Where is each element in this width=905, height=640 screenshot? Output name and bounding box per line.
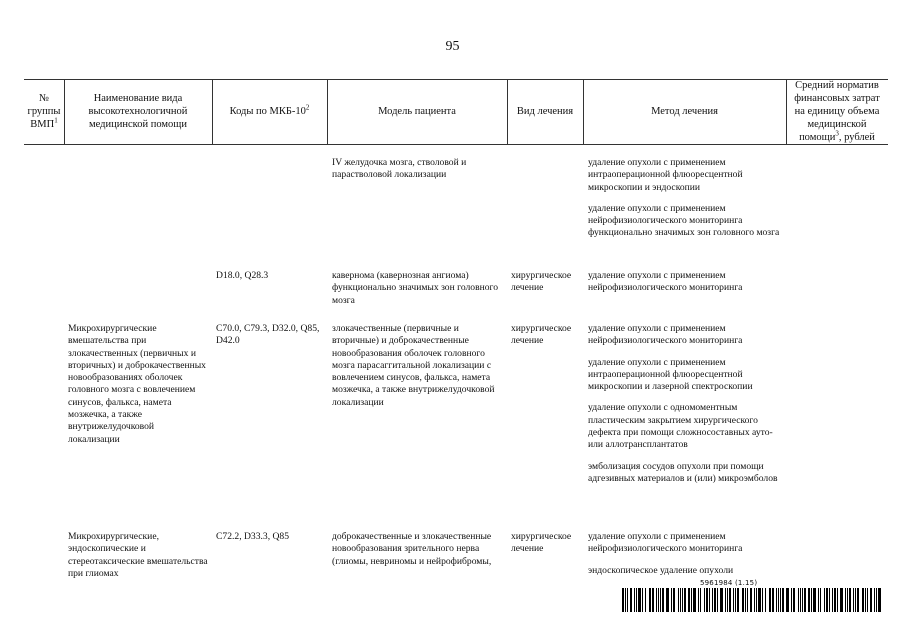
method-item: удаление опухоли с одномоментным пластическим закрытием хирургического дефекта при помощи сложносоставных ауто- или аллотрансплантатов: [588, 402, 773, 451]
header-treatment-type-text: Вид лечения: [516, 106, 574, 117]
method-item: эмболизация сосудов опухоли при помощи адгезивных материалов и (или) микроэмболов: [588, 460, 778, 484]
header-codes-footnote: 2: [305, 103, 310, 112]
method-item: удаление опухоли с применением нейрофизиологического мониторинга функционально значимых зон головного мозга: [588, 202, 780, 239]
row-4-model: доброкачественные и злокачественные новообразования зрительного нерва (глиомы, невриномы и нейрофибромы,: [332, 531, 492, 567]
row-3-methods: [588, 323, 783, 494]
method-item: эндоскопическое удаление опухоли: [588, 564, 734, 576]
row-1-model: IV желудочка мозга, стволовой и парастволовой локализации: [332, 157, 467, 181]
row-2-methods: [588, 270, 783, 304]
header-cost-unit: , рублей: [838, 132, 875, 143]
row-2-codes: D18.0, Q28.3: [216, 270, 269, 281]
row-4-methods: [588, 531, 783, 586]
row-2-treatment: хирургическое лечение: [511, 270, 572, 294]
header-method: [583, 79, 786, 144]
header-group-no-footnote: 1: [54, 116, 58, 125]
row-3-treatment: хирургическое лечение: [511, 323, 572, 347]
header-type-name-text: Наименование вида высокотехнологичной медицинской помощи: [88, 93, 188, 130]
header-bottom-border: [24, 144, 888, 145]
header-cost-footnote: 3: [835, 129, 839, 138]
row-2-model: кавернома (кавернозная ангиома) функционально значимых зон головного мозга: [332, 270, 499, 306]
method-item: удаление опухоли с применением нейрофизиологического мониторинга: [588, 323, 743, 347]
col-divider-1: [64, 79, 65, 144]
header-method-text: Метод лечения: [651, 106, 718, 117]
row-3-name: Микрохирургические вмешательства при злокачественных (первичных и вторичных) и доброкачественных новообразованиях оболочек головного мозга с вовлечением синусов, фалькса, намета мозжечка, а также внутрижелудочковой локализации: [68, 323, 206, 445]
row-4-codes: C72.2, D33.3, Q85: [216, 531, 290, 542]
header-group-no-text: № группы ВМП: [27, 93, 61, 130]
header-codes-text: Коды по МКБ-10: [229, 106, 306, 117]
row-4-name: Микрохирургические, эндоскопические и стереотаксические вмешательства при глиомах: [68, 531, 208, 579]
method-item: удаление опухоли с применением интраоперационной флюоресцентной микроскопии и лазерной спектроскопии: [588, 356, 753, 393]
header-type-name: [72, 79, 204, 144]
col-divider-6: [786, 79, 787, 144]
row-3-model: злокачественные (первичные и вторичные) и доброкачественные новообразования оболочек головного мозга парасаггитальной локализации с вовлечением синусов, фалькса, намета мозжечка, а также внутрижелудочковой локализации: [332, 323, 495, 408]
row-4-treatment: хирургическое лечение: [511, 531, 572, 555]
row-3-codes: C70.0, C79.3, D32.0, Q85, D42.0: [216, 323, 320, 347]
header-codes: [212, 79, 327, 144]
method-item: удаление опухоли с применением нейрофизиологического мониторинга: [588, 270, 743, 294]
header-cost: [788, 79, 886, 144]
header-group-no: [24, 79, 64, 144]
barcode-label: 5961984 (1.15): [700, 579, 758, 587]
page-number: 95: [445, 39, 460, 54]
header-treatment-type: [507, 79, 583, 144]
header-model-text: Модель пациента: [378, 106, 456, 117]
method-item: удаление опухоли с применением интраоперационной флюоресцентной микроскопии и эндоскопии: [588, 157, 743, 193]
method-item: удаление опухоли с применением нейрофизиологического мониторинга: [588, 531, 743, 555]
barcode-icon: [622, 588, 884, 612]
header-model: [327, 79, 507, 144]
header-cost-text: Средний норматив финансовых затрат на единицу объема медицинской помощи: [794, 80, 880, 143]
row-1-methods: [588, 157, 783, 249]
